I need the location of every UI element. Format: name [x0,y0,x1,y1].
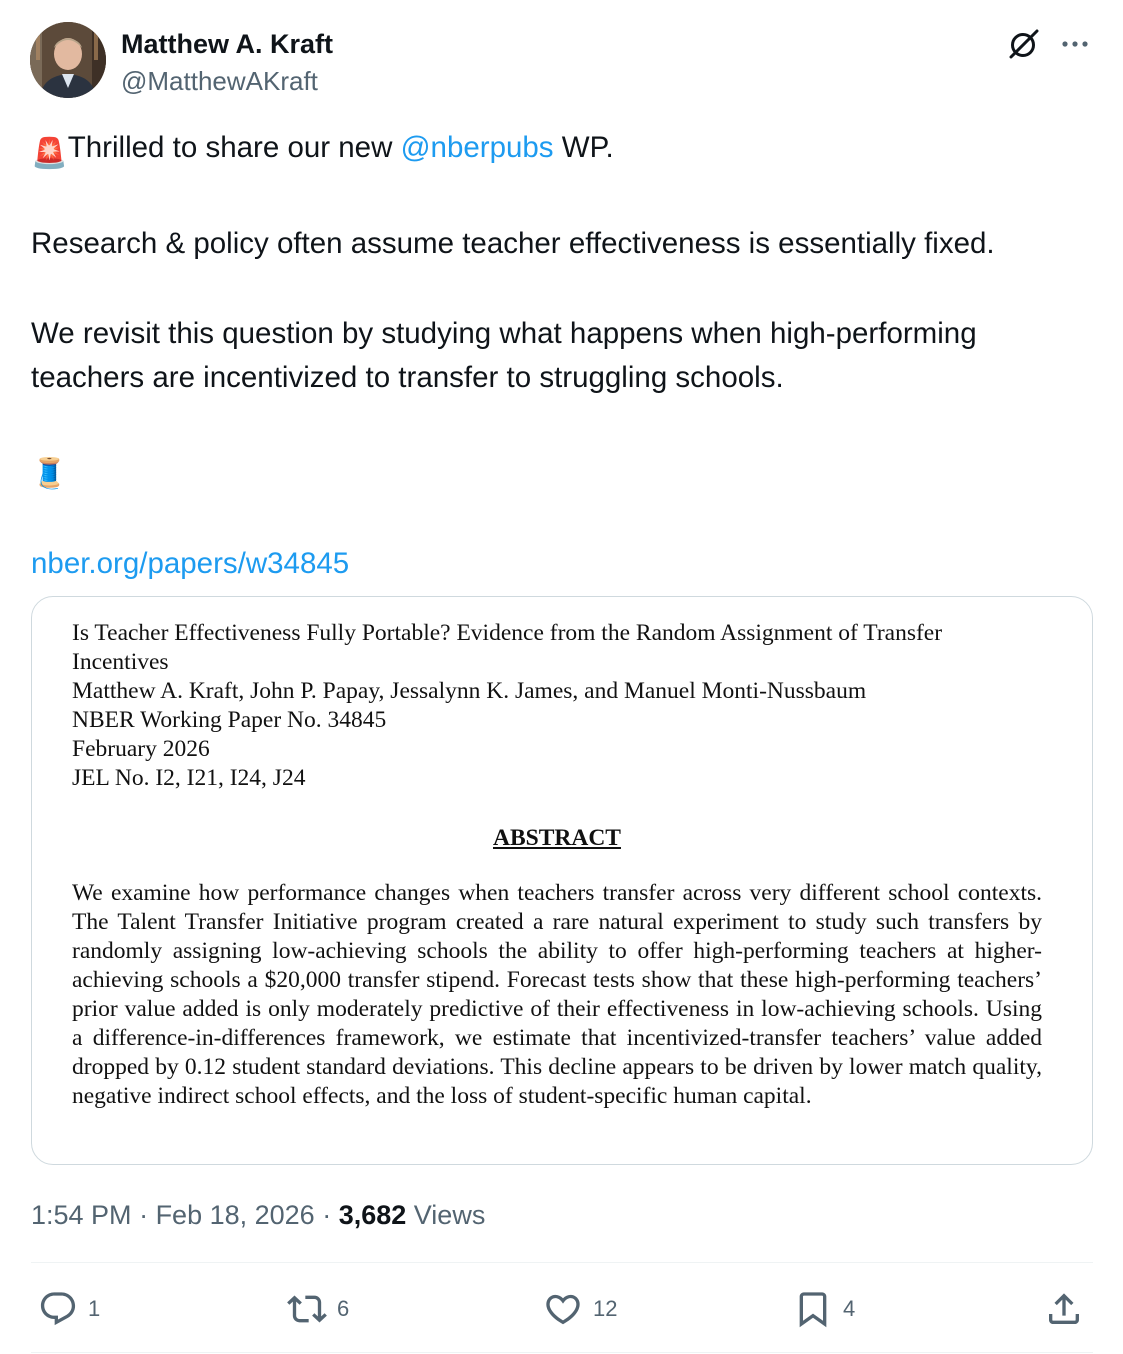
thread-line [31,446,1101,496]
abstract-heading: ABSTRACT [493,825,621,851]
spacer [31,496,1101,542]
tweet-meta [31,1197,485,1233]
author-name[interactable]: Matthew A. Kraft [121,29,334,59]
tweet-line-3a: We revisit this question by studying what happens when high-performing [31,317,977,350]
more-icon [1059,27,1091,59]
link-line [31,542,1101,586]
tweet-line-1 [31,126,1101,176]
spacer [31,266,1101,312]
tweet-line-3b: teachers are incentivized to transfer to struggling schools. [31,361,784,394]
tweet-date[interactable]: Feb 18, 2026 [155,1200,315,1230]
more-options-button[interactable] [1057,25,1093,61]
paper-authors: Matthew A. Kraft, John P. Papay, Jessalynn K. James, and Manuel Monti-Nussbaum [72,678,867,704]
like-count: 12 [593,1296,618,1321]
meta-separator: · [314,1200,339,1230]
divider [31,1262,1093,1263]
bookmark-icon [793,1289,833,1329]
tweet-line-1-prefix: Thrilled to share our new [67,131,401,164]
share-icon [1044,1289,1084,1329]
mention-link[interactable]: @nberpubs [400,131,554,164]
paper-link[interactable]: nber.org/papers/w34845 [31,547,350,580]
grok-icon [1006,26,1042,62]
reply-button[interactable] [38,1288,100,1330]
avatar-image [30,22,106,98]
tweet-line-2: Research & policy often assume teacher effectiveness is essentially fixed. [31,227,995,260]
paper-series: NBER Working Paper No. 34845 [72,707,387,733]
author-handle[interactable]: @MatthewAKraft [121,66,318,96]
share-button[interactable] [1044,1288,1084,1330]
repost-count: 6 [337,1296,350,1321]
reply-icon [38,1289,78,1329]
like-button[interactable] [543,1288,617,1330]
spacer [31,400,1101,446]
paper-title-line-2: Incentives [72,649,169,675]
avatar[interactable] [30,22,106,98]
tweet-text [31,126,1101,586]
meta-separator: · [131,1200,156,1230]
paper-jel: JEL No. I2, I21, I24, J24 [72,765,306,791]
tweet-time[interactable]: 1:54 PM [31,1200,132,1230]
tweet-line-1-suffix: WP. [553,131,614,164]
paper-abstract [72,619,1042,1111]
spacer [31,176,1101,222]
repost-button[interactable] [287,1288,349,1330]
like-icon [543,1289,583,1329]
views-count: 3,682 [338,1200,407,1230]
abstract-body: We examine how performance changes when teachers transfer across very different school contexts. The Talent Transfer Initiative program created a rare natural experiment to study such transfers by randomly assigning low-achieving schools the ability to offer high-performing teachers at higher-achieving schools a $20,000 transfer stipend. Forecast tests show that these high-performing teachers’ prior value added is only moderately predictive of their effectiveness in low-achieving schools. Using a difference-in-differences framework, we estimate that incentivized-transfer teachers’ value added dropped by 0.12 student standard deviations. This decline appears to be driven by lower match quality, negative indirect school effects, and the loss of student-specific human capital. [72,880,1042,1109]
grok-button[interactable] [1005,25,1043,63]
views-label: Views [406,1200,486,1230]
repost-icon [287,1289,327,1329]
paper-date: February 2026 [72,736,210,762]
paper-header [72,619,1042,793]
divider [31,1352,1093,1353]
attached-image[interactable] [31,596,1093,1165]
siren-emoji: 🚨 [31,137,68,170]
bookmark-count: 4 [843,1296,856,1321]
reply-count: 1 [88,1296,101,1321]
thread-emoji: 🧵 [31,457,68,490]
bookmark-button[interactable] [793,1288,855,1330]
paper-title-line-1: Is Teacher Effectiveness Fully Portable? Evidence from the Random Assignment of Transfer [72,620,943,646]
